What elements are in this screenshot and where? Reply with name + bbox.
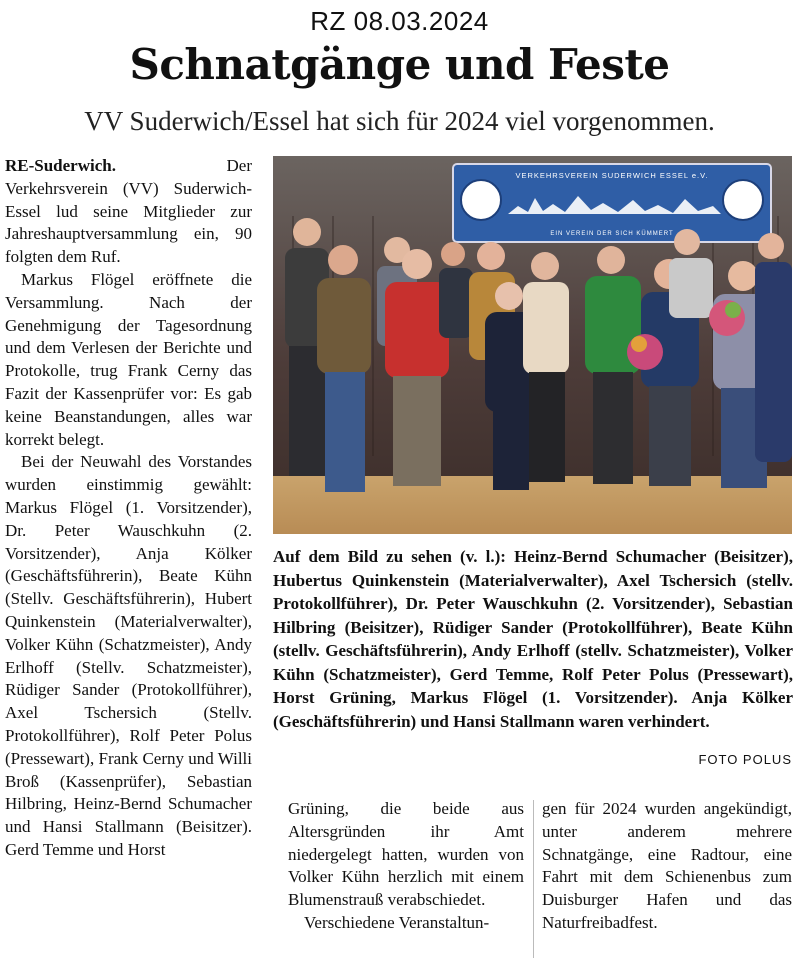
banner-title: VERKEHRSVEREIN SUDERWICH ESSEL e.V. [515,171,709,180]
article-paragraph-3: Bei der Neuwahl des Vorstandes wurden einstimmig gewählt: Markus Flögel (1. Vorsitzender), Dr. Peter Wauschkuhn (2. Vorsitzender), Anja Kölker (Geschäftsführerin), Beate Kühn (Stellv. Geschäftsführerin), Hubert Quinkenstein (Materialverwalter), Volker Kühn (Schatzmeister), Andy Erlhoff (Stellv. Schatzmeister), Rüdiger Sander (Protokollführer), Axel Tschersich (Stellv. Protokollführer), Rolf Peter Polus (Pressewart), Frank Cerny und Willi Broß (Kassenprüfer), Sebastian Hilbring, Heinz-Bernd Schumacher und Hansi Stallmann (Beisitzer). Gerd Temme und Horst [5,452,252,859]
banner-motto: EIN VEREIN DER SICH KÜMMERT [550,231,674,237]
article-paragraph-1 [5,155,252,269]
banner-left-crest-icon [461,180,501,220]
paragraph-1-text: Der Verkehrsverein (VV) Suderwich-Essel lud seine Mitglieder zur Jahreshauptversammlung ein, 90 folgten dem Ruf. [5,156,252,267]
column-divider [533,800,534,958]
group-photo [273,156,792,534]
banner-right-crest-icon [723,180,763,220]
group-photo-illustration [273,156,792,534]
article-paragraph-5: Verschiedene Veranstaltun- [304,912,490,932]
photo-caption: Auf dem Bild zu sehen (v. l.): Heinz-Bernd Schumacher (Beisitzer), Hubertus Quinkenstein (Materialverwalter), Axel Tschersich (stellv. Protokollführer), Dr. Peter Wauschkuhn (2. Vorsitzender), Sebastian Hilbring (Beisitzer), Rüdiger Sander (Protokollführer), Beate Kühn (stellv. Geschäftsführerin), Andy Erlhoff (stellv. Schatzmeister), Volker Kühn (Schatzmeister), Gerd Temme, Rolf Peter Polus (Pressewart), Horst Grüning, Markus Flögel (1. Vorsitzender). Anja Kölker (Geschäftsführerin) und Hansi Stallmann waren verhindert. [273,547,793,731]
dateline: RE-Suderwich. [5,156,116,175]
subheadline: VV Suderwich/Essel hat sich für 2024 viel vorgenommen. [84,106,715,136]
article-paragraph-6: gen für 2024 wurden angekündigt, unter anderem mehrere Schnatgänge, eine Radtour, eine Fahrt mit dem Schienenbus zum Duisburger Hafen und das Naturfreibadfest. [542,799,792,932]
source-date: RZ 08.03.2024 [310,6,489,36]
article-column-middle [288,798,524,935]
article-paragraph-4: Grüning, die beide aus Altersgründen ihr Amt niedergelegt hatten, wurden von Volker Kühn herzlich mit einem Blumenstrauß verabschiedet. [288,799,524,910]
article-column-right [542,798,792,935]
article-column-left [5,155,252,862]
headline: Schnatgänge und Feste [129,40,670,89]
photo-credit: FOTO POLUS [698,752,792,767]
article-paragraph-2: Markus Flögel eröffnete die Versammlung. Nach der Genehmigung der Tagesordnung und dem Verlesen der Berichte und Protokolle, trug Frank Cerny das Fazit der Kassenprüfer vor: Es gab keine Beanstandungen, alles war korrekt belegt. [5,269,252,449]
